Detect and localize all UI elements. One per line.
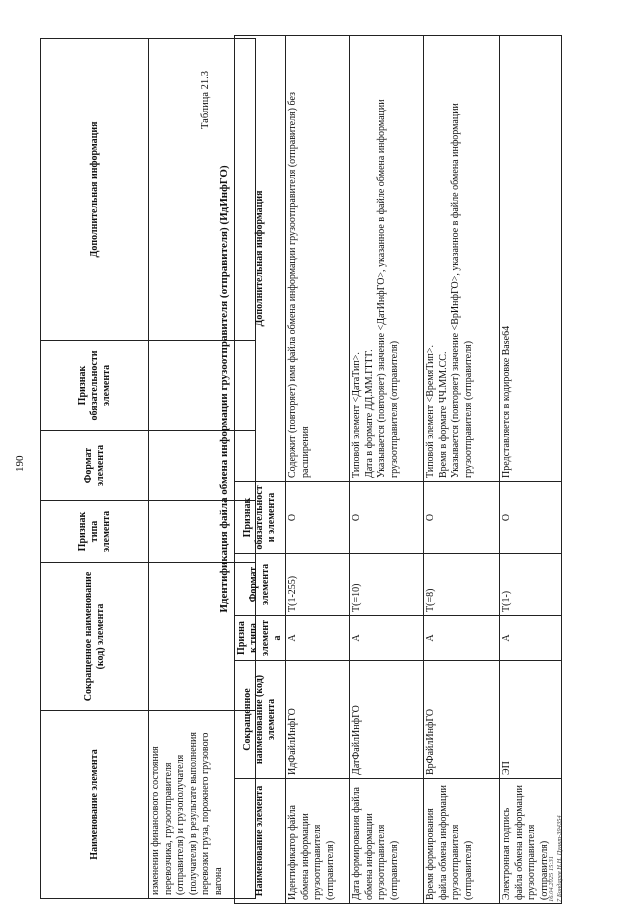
info-cell: Типовой элемент <ВремяТип>. Время в формате ЧЧ.ММ.СС. Указывается (повторяет) значение <ВрИнфГО>, указанное в файле обмена информации грузоотправителя (отправителя) [424, 36, 500, 482]
header-cell: Формат элемента [41, 431, 149, 501]
info-cell: Содержит (повторяет) имя файла обмена информации грузоотправителя (отправителя) без расширения [286, 36, 350, 482]
header-cell: Признак типа элемента [235, 616, 286, 661]
table-title: Идентификация файла обмена информации грузоотправителя (отправителя) (ИдИнфГО) [218, 165, 230, 613]
header-cell: Признак типа элемента [41, 501, 149, 563]
table-row [424, 36, 500, 904]
table-row [350, 36, 424, 904]
type-cell: А [500, 616, 562, 661]
element-name-cell: Дата формирования файла обмена информации грузоотправителя (отправителя) [350, 779, 424, 904]
element-name-cell: Идентификатор файла обмена информации грузоотправителя (отправителя) [286, 779, 350, 904]
header-cell: Сокращенное наименование (код) элемента [235, 661, 286, 779]
document-stamp [548, 815, 564, 902]
header-cell: Формат элемента [235, 554, 286, 616]
element-name-cell: изменении финансового состояния перевозчика, грузоотправителя (отправителя) и грузополучателя (получателя) в результате выполнения перевозки груза, порожнего грузового вагона [149, 711, 256, 899]
required-cell: О [424, 482, 500, 554]
type-cell: А [350, 616, 424, 661]
header-cell: Признак обязательности элемента [41, 341, 149, 431]
required-cell: О [500, 482, 562, 554]
header-cell: Сокращенное наименование (код) элемента [41, 563, 149, 711]
element-table [234, 35, 562, 904]
format-cell: Т(=10) [350, 554, 424, 616]
code-cell: ДатФайлИнфГО [350, 661, 424, 779]
required-cell: О [350, 482, 424, 554]
stamp-author: 7 Бондарев Н.Н. Пункт-394354 [556, 815, 563, 902]
format-cell: Т(1-) [500, 554, 562, 616]
table-header-row [41, 39, 149, 899]
format-cell: Т(=8) [424, 554, 500, 616]
table-number: Таблица 21.3 [200, 70, 211, 129]
stamp-date: 16.04.2025 15:31 [548, 855, 555, 902]
element-name-cell: Время формирования файла обмена информации грузоотправителя (отправителя) [424, 779, 500, 904]
header-cell: Дополнительная информация [41, 39, 149, 341]
element-name-cell: Электронная подпись файла обмена информации грузоотправителя (отправителя) [500, 779, 562, 904]
required-cell: О [286, 482, 350, 554]
header-cell: Дополнительная информация [235, 36, 286, 482]
table-row [286, 36, 350, 904]
type-cell: А [424, 616, 500, 661]
header-cell: Наименование элемента [41, 711, 149, 899]
table-header-row [235, 36, 286, 904]
type-cell: А [286, 616, 350, 661]
header-cell: Наименование элемента [235, 779, 286, 904]
code-cell: ИдФайлИнфГО [286, 661, 350, 779]
format-cell: Т(1-255) [286, 554, 350, 616]
info-cell: Представляется в кодировке Base64 [500, 36, 562, 482]
code-cell: ЭП [500, 661, 562, 779]
code-cell: ВрФайлИнфГО [424, 661, 500, 779]
table-row [500, 36, 562, 904]
info-cell: Типовой элемент <ДатаТип>. Дата в формате ДД.ММ.ГГГГ. Указывается (повторяет) значение <ДатИнфГО>, указанное в файле обмена информации грузоотправителя (отправителя) [350, 36, 424, 482]
page-number: 190 [14, 455, 26, 472]
header-cell: Признак обязательности элемента [235, 482, 286, 554]
